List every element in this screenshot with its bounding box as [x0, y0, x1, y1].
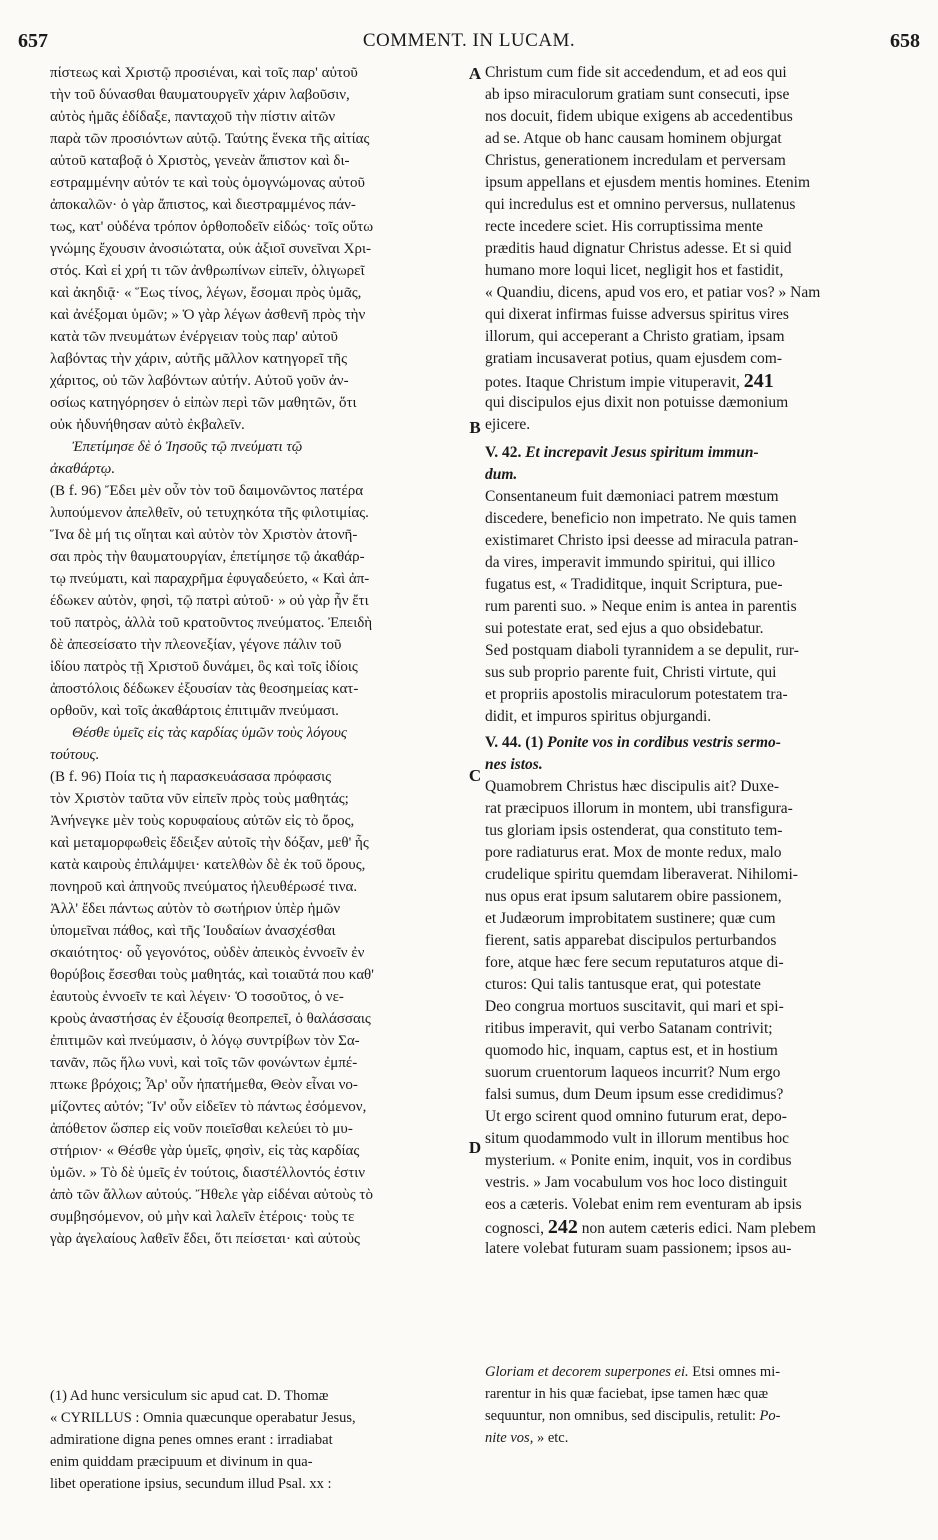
text-line: ejicere. — [485, 416, 531, 433]
latin-line-potes — [485, 370, 910, 392]
latin-verse-heading-2 — [485, 732, 910, 754]
text-line: τῳ πνεύματι, καὶ παραχρῆμα ἐφυγαδεύετο, « Καὶ ἀπ- — [50, 571, 370, 587]
text-line: οσίως κατηγόρησεν ὁ εἰπὼν περὶ τῶν μαθητῶν, ὅτι — [50, 395, 357, 411]
text-line: πίστεως καὶ Χριστῷ προσιέναι, καὶ τοῖς παρ' αὐτοῦ — [50, 65, 358, 81]
text-line: Deo congrua mortuos suscitavit, qui mari et spi- — [485, 998, 784, 1015]
text-line: sui potestate erat, sed ejus a quo obsidebatur. — [485, 620, 764, 637]
footnote-quote: Gloriam et decorem superpones ei. — [485, 1364, 689, 1380]
text-line: situm quodammodo vult in illorum mentibus hoc — [485, 1130, 789, 1147]
greek-paragraph-3 — [50, 766, 462, 1250]
text-line: καὶ ἀκηδιᾷ· « Ἕως τίνος, λέγων, ἔσομαι πρὸς ὑμᾶς, — [50, 285, 362, 301]
text-line: admiratione digna penes omnes erant : irradiabat — [50, 1432, 333, 1448]
greek-lemma-2-cont: τούτους. — [50, 747, 100, 763]
text-line: suorum cruentorum laqueos incurrit? Num ergo — [485, 1064, 781, 1081]
margin-letter-b: B — [469, 418, 481, 437]
text-line: tus gloriam ipsis ostenderat, qua constituto tem- — [485, 822, 783, 839]
footnote-left — [50, 1386, 462, 1496]
text-line: τως, κατ' οὐδένα τρόπον ὀρθοποδεῖν εἰδώς· τοῖς οὕτω — [50, 219, 374, 235]
text-line: da vires, imperavit immundo spiritui, qui illico — [485, 554, 776, 571]
text-line: τὸν Χριστὸν ταῦτα νῦν εἰπεῖν πρὸς τοὺς μαθητάς; — [50, 791, 349, 807]
page-number-right: 658 — [890, 30, 920, 52]
text-line: Ἀλλ' ἔδει πάντως αὐτὸν τὸ σωτήριον ὑπὲρ ἡμῶν — [50, 901, 341, 917]
text-line: gratiam incusaverat potius, quam ejusdem com- — [485, 350, 782, 367]
text-line: ἐπιτιμῶν καὶ πνεύμασιν, ὁ λόγῳ συντρίβων τὸν Σα- — [50, 1033, 360, 1049]
greek-paragraph-2 — [50, 480, 462, 722]
text-line: ἀπόθετον ὥσπερ εἰς νοῦν ποιεῖσθαι κελεύει τὸ μυ- — [50, 1121, 353, 1137]
verse-number: V. 42. — [485, 444, 522, 461]
text-line: στήριον· « Θέσθε γὰρ ὑμεῖς, φησὶν, εἰς τὰς καρδίας — [50, 1143, 360, 1159]
text-line: ὑπομεῖναι πάθος, καὶ τῆς Ἰουδαίων ἀνασχέσθαι — [50, 923, 336, 939]
verse-number: V. 44. (1) — [485, 734, 544, 751]
text-line: γὰρ ἀγελαίους λαθεῖν ἔδει, ὅτι πείσεται· καὶ αὐτοὺς — [50, 1231, 360, 1247]
text-line: εστραμμένην αὐτόν τε καὶ τοὺς ὁμογνώμονας αὐτοῦ — [50, 175, 365, 191]
margin-letter-d: D — [468, 1138, 482, 1157]
text-line: κατὰ καιροὺς ἐπιλάμψει· κατελθὼν δὲ ἐκ τοῦ ὄρους, — [50, 857, 366, 873]
text-line: κατὰ τῶν πνευμάτων ἐνέργειαν τοὺς παρ' αὐτοῦ — [50, 329, 338, 345]
text-line: Ut ergo scirent quod omnino futurum erat, depo- — [485, 1108, 787, 1125]
verse-text: Ponite vos in cordibus vestris sermo- — [547, 734, 781, 751]
greek-lemma-1-cont: ἀκαθάρτῳ. — [50, 461, 116, 477]
text-line: ἰδίου πατρὸς τῇ Χριστοῦ δυνάμει, ὃς καὶ τοῖς ἰδίοις — [50, 659, 358, 675]
text-line: eos a cæteris. Volebat enim rem eventuram ab ipsis — [485, 1196, 802, 1213]
column-page-number: 242 — [547, 1216, 578, 1238]
text-line: qui dixerat infirmas fuisse adversus spiritus vires — [485, 306, 789, 323]
text-line: et propriis apostolis miraculorum potestatem tra- — [485, 686, 788, 703]
text-line: καὶ μεταμορφωθεὶς ἔδειξεν αὐτοῖς τὴν δόξαν, μεθ' ἧς — [50, 835, 369, 851]
footnote-text: sequuntur, non omnibus, sed discipulis, retulit: — [485, 1408, 756, 1424]
text-line: rum parenti suo. » Neque enim is antea in parentis — [485, 598, 797, 615]
text-line: έδωκεν αὐτὸν, φησὶ, τῷ πατρὶ αὐτοῦ· » οὐ γὰρ ἦν ἔτι — [50, 593, 369, 609]
text-line: sus sub proprio parente fuit, Christi virtute, qui — [485, 664, 777, 681]
footnote-right — [485, 1362, 910, 1450]
footnote-line: rarentur in his quæ faciebat, ipse tamen hæc quæ — [485, 1386, 769, 1402]
text-line: existimaret Christo ipsi deesse ad miracula patran- — [485, 532, 799, 549]
text-line: ἀποστόλοις δέδωκεν ἐξουσίαν τὰς θεοσημείας κατ- — [50, 681, 359, 697]
text-line: συμβησόμενον, οὐ μὴν καὶ λαλεῖν ἑτέροις· τοὺς τε — [50, 1209, 355, 1225]
text-line: τοῦ πατρὸς, ἀλλὰ τοῦ κρατοῦντος πνεύματος. Ἐπειδὴ — [50, 615, 373, 631]
column-page-number: 241 — [743, 370, 774, 392]
greek-lemma-2: Θέσθε ὑμεῖς εἰς τὰς καρδίας ὑμῶν τοὺς λόγους — [72, 725, 347, 741]
text-line: fore, atque hæc fere secum reputaturos atque di- — [485, 954, 784, 971]
text-line: (1) Ad hunc versiculum sic apud cat. D. Thomæ — [50, 1388, 329, 1404]
footnote-line — [485, 1362, 910, 1384]
text-line: qui incredulus est et omnino perversus, nullatenus — [485, 196, 796, 213]
text-line: mysterium. « Ponite enim, inquit, vos in cordibus — [485, 1152, 792, 1169]
text-line: Consentaneum fuit dæmoniaci patrem mœstum — [485, 488, 779, 505]
text-line: Christum cum fide sit accedendum, et ad eos qui — [485, 64, 787, 81]
margin-letter-a: A — [468, 64, 482, 83]
text-line: αὐτὸς ἡμᾶς ἐδίδαξε, πανταχοῦ τὴν πίστιν αἰτῶν — [50, 109, 336, 125]
text-line: Ἀνήνεγκε μὲν τοὺς κορυφαίους αὐτῶν εἰς τὸ ὄρος, — [50, 813, 355, 829]
text-line: (Β f. 96) Ποία τις ἡ παρασκευάσασα πρόφασις — [50, 769, 332, 785]
text-line: πονηροῦ καὶ ἀπηνοῦς πνεύματος ἠλευθέρωσέ τινα. — [50, 879, 358, 895]
text-line: quomodo hic, inquam, captus est, et in hostium — [485, 1042, 778, 1059]
text-line: ἑαυτοὺς ἐννοεῖν τε καὶ λέγειν· Ὁ τοσοῦτος, ὁ νε- — [50, 989, 344, 1005]
text-line: σκαιότητος· οὗ γεγονότος, οὐδὲν ἀπεικὸς ἐννοεῖν ἐν — [50, 945, 365, 961]
text-line: μίζοντες αὐτόν; Ἵν' οὖν εἰδεῖεν τὸ πάντως ἐσόμενον, — [50, 1099, 367, 1115]
text-line: θορύβοις ἔσεσθαι τοὺς μαθητάς, καὶ τοιαῦτά που καθ' — [50, 967, 374, 983]
text-line: σαι πρὸς τὴν θαυματουργίαν, ἐπετίμησε τῷ ἀκαθάρ- — [50, 549, 365, 565]
latin-text: cognosci, — [485, 1220, 544, 1237]
text-line: ab ipso miraculorum gratiam sunt consecuti, ipse — [485, 86, 790, 103]
latin-paragraph-3 — [485, 776, 910, 1216]
running-header — [18, 30, 920, 60]
text-line: ἀποκαλῶν· ὁ γὰρ ἄπιστος, καὶ διεστραμμένος πάν- — [50, 197, 356, 213]
text-line: rat præcipuos illorum in montem, ubi transfigura- — [485, 800, 793, 817]
text-line: humano more loqui licet, negligit hos et fastidit, — [485, 262, 784, 279]
text-line: fugatus est, « Tradiditque, inquit Scriptura, pue- — [485, 576, 783, 593]
latin-text: non autem cæteris edici. Nam plebem — [581, 1220, 816, 1237]
footnote-line — [485, 1428, 910, 1450]
greek-paragraph-1 — [50, 62, 462, 436]
text-line: δὲ ἀπεσείσατο τὴν πλεονεξίαν, γέγονε πάλιν τοῦ — [50, 637, 342, 653]
text-line: illorum, qui acceperant a Christo gratiam, ipsam — [485, 328, 785, 345]
page-number-left: 657 — [18, 30, 48, 52]
text-line: Quamobrem Christus hæc discipulis ait? Duxe- — [485, 778, 780, 795]
text-line: Sed postquam diaboli tyrannidem a se depulit, rur- — [485, 642, 799, 659]
text-line: Ἵνα δὲ μή τις οἴηται καὶ αὐτὸν τὸν Χριστὸν ἀτονῆ- — [50, 527, 358, 543]
latin-line: latere volebat futuram suam passionem; ipsos au- — [485, 1240, 792, 1257]
text-line: ad se. Atque ob hanc causam hominem objurgat — [485, 130, 782, 147]
text-line: οὐκ ἠδυνήθησαν αὐτὸ ἐκβαλεῖν. — [50, 417, 245, 433]
running-title: COMMENT. IN LUCAM. — [362, 30, 576, 51]
text-line: nus opus erat ipsum salutarem obire passionem, — [485, 888, 782, 905]
text-line: crudelique spiritu quemdam liberaverat. Nihilomi- — [485, 866, 798, 883]
latin-column — [485, 62, 910, 1260]
latin-paragraph-1-end — [485, 392, 910, 436]
verse-text-cont: nes istos. — [485, 756, 543, 773]
footnote-text: » etc. — [536, 1430, 569, 1446]
latin-text: potes. Itaque Christum impie vituperavit, — [485, 374, 740, 391]
text-line: (Β f. 96) Ἔδει μὲν οὖν τὸν τοῦ δαιμονῶντος πατέρα — [50, 483, 364, 499]
verse-text-cont: dum. — [485, 466, 518, 483]
text-line: παρὰ τῶν προσιόντων αὐτῷ. Ταύτης ἕνεκα τῆς αἰτίας — [50, 131, 370, 147]
latin-line-cognosci — [485, 1216, 910, 1238]
latin-verse-heading-1 — [485, 442, 910, 464]
text-line: præditis haud dignatur Christus adesse. Et si quid — [485, 240, 792, 257]
text-line: fierent, satis apparebat discipulos perturbandos — [485, 932, 777, 949]
text-line: « Quandiu, dicens, apud vos ero, et patiar vos? » Nam — [485, 284, 821, 301]
text-line: λαβόντας τὴν χάριν, αὐτῆς μᾶλλον κατηγορεῖ τῆς — [50, 351, 348, 367]
latin-paragraph-2 — [485, 486, 910, 728]
greek-column — [50, 62, 462, 1250]
text-line: καὶ ἀνέξομαι ὑμῶν; » Ὁ γὰρ λέγων ἀσθενῆ πρὸς τὴν — [50, 307, 366, 323]
latin-paragraph-1 — [485, 62, 910, 370]
text-line: τὴν τοῦ δύνασθαι θαυματουργεῖν χάριν λαβοῦσιν, — [50, 87, 350, 103]
text-line: ἀπὸ τῶν ἄλλων αὐτούς. Ἤθελε γὰρ εἰδέναι αὐτοὺς τὸ — [50, 1187, 373, 1203]
text-line: ritibus imperavit, qui verbo Satanam contrivit; — [485, 1020, 773, 1037]
footnote-text: Etsi omnes mi- — [692, 1364, 781, 1380]
margin-letter-c: C — [468, 766, 482, 785]
greek-lemma-1: Ἐπετίμησε δὲ ὁ Ἰησοῦς τῷ πνεύματι τῷ — [72, 439, 303, 455]
text-line: πτωκε βρόχοις; Ἆρ' οὖν ἠπατήμεθα, Θεὸν εἶναι νο- — [50, 1077, 358, 1093]
text-line: enim quiddam præcipuum et divinum in qua- — [50, 1454, 313, 1470]
footnote-quote: Po- — [759, 1408, 781, 1424]
text-line: nos docuit, fidem ubique exigens ab accedentibus — [485, 108, 793, 125]
text-line: αὐτοῦ καταβοᾷ ὁ Χριστὸς, γενεὰν ἄπιστον καὶ δι- — [50, 153, 350, 169]
verse-text: Et increpavit Jesus spiritum immun- — [525, 444, 759, 461]
text-line: Christus, generationem incredulam et perversam — [485, 152, 786, 169]
text-line: λυπούμενον ἀπελθεῖν, οὐ τετυχηκότα τῆς φιλοτιμίας. — [50, 505, 369, 521]
text-line: ορθοῦν, καὶ τοῖς ἀκαθάρτοις ἐπιτιμᾶν πνεύμασι. — [50, 703, 339, 719]
text-line: discedere, beneficio non impetrato. Ne quis tamen — [485, 510, 797, 527]
text-line: libet operatione ipsius, secundum illud Psal. xx : — [50, 1476, 332, 1492]
text-line: ipsum appellans et ejusdem mentis homines. Etenim — [485, 174, 811, 191]
text-line: pore radiaturus erat. Mox de monte redux, malo — [485, 844, 782, 861]
text-line: recte incedere sciet. His corruptissima mente — [485, 218, 764, 235]
text-line: τανᾶν, πῶς ἥλω νυνὶ, καὶ τοῖς τῶν φονώντων ἐμπέ- — [50, 1055, 358, 1071]
text-line: « CYRILLUS : Omnia quæcunque operabatur Jesus, — [50, 1410, 356, 1426]
text-line: et Judæorum improbitatem sustinere; quæ cum — [485, 910, 776, 927]
text-line: vestris. » Jam vocabulum vos hoc loco distinguit — [485, 1174, 788, 1191]
text-line: κροὺς ἀναστήσας ἐν ἐξουσίᾳ θεοπρεπεῖ, ὁ θαλάσσαις — [50, 1011, 371, 1027]
text-line: γνώμης ἔχουσιν ἀνοσιώτατα, οὐκ ἀξιοῖ συνεῖναι Χρι- — [50, 241, 371, 257]
text-line: στός. Καὶ εἰ χρή τι τῶν ἀνθρωπίνων εἰπεῖν, ὀλιγωρεῖ — [50, 263, 365, 279]
text-line: cturos: Qui talis tantusque erat, qui potestate — [485, 976, 761, 993]
text-line: falsi sumus, dum Deum ipsum esse credidimus? — [485, 1086, 784, 1103]
footnote-quote: nite vos, — [485, 1430, 534, 1446]
text-line: qui discipulos ejus dixit non potuisse dæmonium — [485, 394, 789, 411]
text-line: χάριτος, οὐ τῶν λαβόντων αὐτήν. Αὐτοῦ γοῦν ἀν- — [50, 373, 349, 389]
text-line: didit, et impuros spiritus objurgandi. — [485, 708, 712, 725]
text-line: ὑμῶν. » Τὸ δὲ ὑμεῖς ἐν τούτοις, διαστέλλοντός ἐστιν — [50, 1165, 366, 1181]
footnote-line — [485, 1406, 910, 1428]
